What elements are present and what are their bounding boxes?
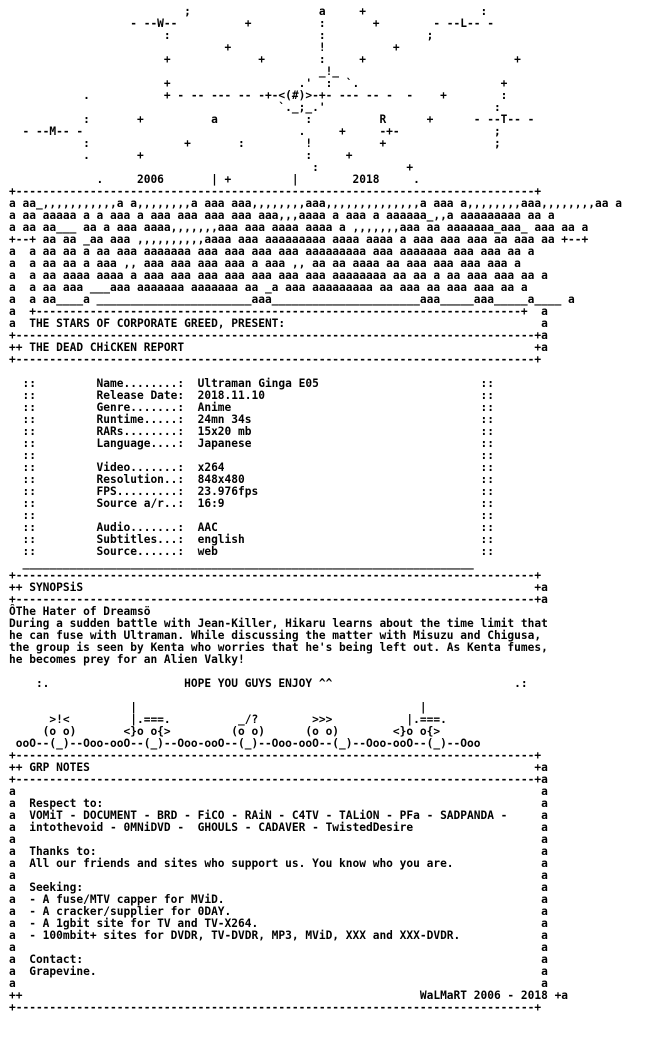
- nfo-line: : +: [9, 161, 414, 174]
- nfo-line: a Respect to: a: [9, 797, 548, 810]
- nfo-line: a Contact: a: [9, 953, 548, 966]
- nfo-line: the group is seen by Kenta who worries that he's being left out. As Kenta fumes,: [9, 641, 548, 654]
- nfo-line: :: Name........: Ultraman Ginga E05 ::: [9, 377, 494, 390]
- nfo-line: +-----------------------------------------------------------------------------+: [9, 1001, 542, 1014]
- nfo-line: - --M-- - . + -+- ;: [9, 125, 501, 138]
- nfo-line: `._;_.' :: [9, 101, 501, 114]
- nfo-line: a a: [9, 833, 548, 846]
- nfo-line: a a: [9, 977, 548, 990]
- nfo-line: : + a : R + - --T-- -: [9, 113, 535, 126]
- nfo-line: a a: [9, 785, 548, 798]
- nfo-line: ++ WaLMaRT 2006 - 2018 +a: [9, 989, 569, 1002]
- nfo-line: : : ;: [9, 29, 434, 42]
- nfo-line: : + : ! + ;: [9, 137, 501, 150]
- nfo-line: :: FPS.........: 23.976fps ::: [9, 485, 494, 498]
- nfo-line: +-----------------------------------------------------------------------------+a: [9, 329, 548, 342]
- nfo-line: +-----------------------------------------------------------------------------+: [9, 185, 542, 198]
- nfo-line: a a aa aaa ___aaa aaaaaaa aaaaaaa aa _a aaa aaaaaaaaa aa aaa aa aaa aaa aa a: [9, 281, 528, 294]
- nfo-line: _!_: [9, 65, 340, 78]
- nfo-line: ___________________________________________________________________: [9, 557, 474, 570]
- nfo-line: + .' : `. +: [9, 77, 508, 90]
- nfo-line: :: Source......: web ::: [9, 545, 494, 558]
- nfo-line: :. HOPE YOU GUYS ENJOY ^^ .:: [9, 677, 528, 690]
- nfo-line: :: Genre.......: Anime ::: [9, 401, 494, 414]
- nfo-line: :: Language....: Japanese ::: [9, 437, 494, 450]
- nfo-line: :: Subtitles...: english ::: [9, 533, 494, 546]
- nfo-line: a aa aaaaa a a aaa a aaa aaa aaa aaa aaa,,,aaaa a aaa a aaaaaa_,,a aaaaaaaaa aa a: [9, 209, 555, 222]
- nfo-line: a - A cracker/supplier for 0DAY. a: [9, 905, 548, 918]
- nfo-line: :: Release Date: 2018.11.10 ::: [9, 389, 494, 402]
- nfo-line: >!< |.===. _/? >>> |.===.: [9, 713, 447, 726]
- nfo-line: During a sudden battle with Jean-Killer, Hikaru learns about the time limit that: [9, 617, 548, 630]
- nfo-line: . 2006 | + | 2018 .: [9, 173, 420, 186]
- nfo-line: he becomes prey for an Alien Valky!: [9, 653, 245, 666]
- nfo-line: ooO--(_)--Ooo-ooO--(_)--Ooo-ooO--(_)--Ooo-ooO--(_)--Ooo-ooO--(_)--Ooo: [9, 737, 481, 750]
- nfo-line: + + : + +: [9, 53, 521, 66]
- nfo-line: a - 100mbit+ sites for DVDR, TV-DVDR, MP3, MViD, XXX and XXX-DVDR. a: [9, 929, 548, 942]
- nfo-line: :: RARs........: 15x20 mb ::: [9, 425, 494, 438]
- nfo-line: +-----------------------------------------------------------------------------+a: [9, 593, 548, 606]
- nfo-line: :: Source a/r..: 16:9 ::: [9, 497, 494, 510]
- nfo-line: ; a + :: [9, 5, 488, 18]
- nfo-line: a a: [9, 869, 548, 882]
- nfo-line: a - A fuse/MTV capper for MViD. a: [9, 893, 548, 906]
- nfo-line: ++ SYNOPSiS +a: [9, 581, 548, 594]
- nfo-line: a Thanks to: a: [9, 845, 548, 858]
- nfo-line: . + : +: [9, 149, 353, 162]
- nfo-line: a aa_,,,,,,,,,,,a a,,,,,,,,a aaa aaa,,,,,,,,aaa,,,,,,,,,,,,,,a aaa a,,,,,,,,aaa,,,,,,,,aa a: [9, 197, 622, 210]
- nfo-line: +--+ aa aa _aa aaa ,,,,,,,,,,aaaa aaa aaaaaaaaa aaaa aaaa a aaa aaa aaa aa aaa aa +--+: [9, 233, 589, 246]
- nfo-line: ++ GRP NOTES +a: [9, 761, 548, 774]
- nfo-line: :: Audio.......: AAC ::: [9, 521, 494, 534]
- nfo-line: :: Resolution..: 848x480 ::: [9, 473, 494, 486]
- nfo-line: a - A 1gbit site for TV and TV-X264. a: [9, 917, 548, 930]
- nfo-line: . + - -- --- -- -+-<(#)>-+- --- -- - - + :: [9, 89, 508, 102]
- nfo-line: a a aa aa a aa aaa aaaaaaa aaa aaa aaa aaa aaaaaaaaa aaa aaaaaaa aaa aaa aa a: [9, 245, 535, 258]
- nfo-line: :: Runtime.....: 24mn 34s ::: [9, 413, 494, 426]
- nfo-line: +-----------------------------------------------------------------------------+a: [9, 773, 548, 786]
- nfo-line: :: ::: [9, 449, 494, 462]
- nfo-line: a VOMiT - DOCUMENT - BRD - FiCO - RAiN - C4TV - TALiON - PFa - SADPANDA - a: [9, 809, 548, 822]
- nfo-line: a intothevoid - 0MNiDVD - GHOULS - CADAVER - TwistedDesire a: [9, 821, 548, 834]
- nfo-line: a Grapevine. a: [9, 965, 548, 978]
- nfo-line: a All our friends and sites who support us. You know who you are. a: [9, 857, 548, 870]
- nfo-line: a aa aa___ aa a aaa aaaa,,,,,,,aaa aaa aaaa aaaa a ,,,,,,,aaa aa aaaaaaa_aaa_ aaa aa a: [9, 221, 589, 234]
- nfo-line: + ! +: [9, 41, 400, 54]
- nfo-line: :: Video.......: x264 ::: [9, 461, 494, 474]
- nfo-line: a a aa aa a aaa ,, aaa aaa aaa aaa a aaa ,, aa aa aaaa aa aaa aaa aaa aaa a: [9, 257, 521, 270]
- nfo-line: | |: [9, 701, 427, 714]
- nfo-line: +-----------------------------------------------------------------------------+: [9, 569, 542, 582]
- nfo-line: a a: [9, 941, 548, 954]
- nfo-line: (o o) <}o o{> (o o) (o o) <}o o{>: [9, 725, 441, 738]
- nfo-line: ÔThe Hater of Dreamsö: [9, 605, 151, 618]
- nfo-line: +-----------------------------------------------------------------------------+: [9, 353, 542, 366]
- nfo-line: a a aa____a _______________________aaa______________________aaa_____aaa_____a____ a: [9, 293, 575, 306]
- nfo-line: a Seeking: a: [9, 881, 548, 894]
- nfo-line: :: ::: [9, 509, 494, 522]
- nfo-line: - --W-- + : + - --L-- -: [9, 17, 494, 30]
- nfo-line: a a aa aaaa aaaa a aaa aaa aaa aaa aaa aaa aaa aaaaaaaa aa aa a aa aaa aaa aa a: [9, 269, 548, 282]
- nfo-line: he can fuse with Ultraman. While discussing the matter with Misuzu and Chigusa,: [9, 629, 542, 642]
- nfo-line: a THE STARS OF CORPORATE GREED, PRESENT: a: [9, 317, 548, 330]
- nfo-line: +-----------------------------------------------------------------------------+: [9, 749, 542, 762]
- nfo-line: ++ THE DEAD CHiCKEN REPORT +a: [9, 341, 548, 354]
- nfo-line: a +------------------------------------------------------------------------+ a: [9, 305, 548, 318]
